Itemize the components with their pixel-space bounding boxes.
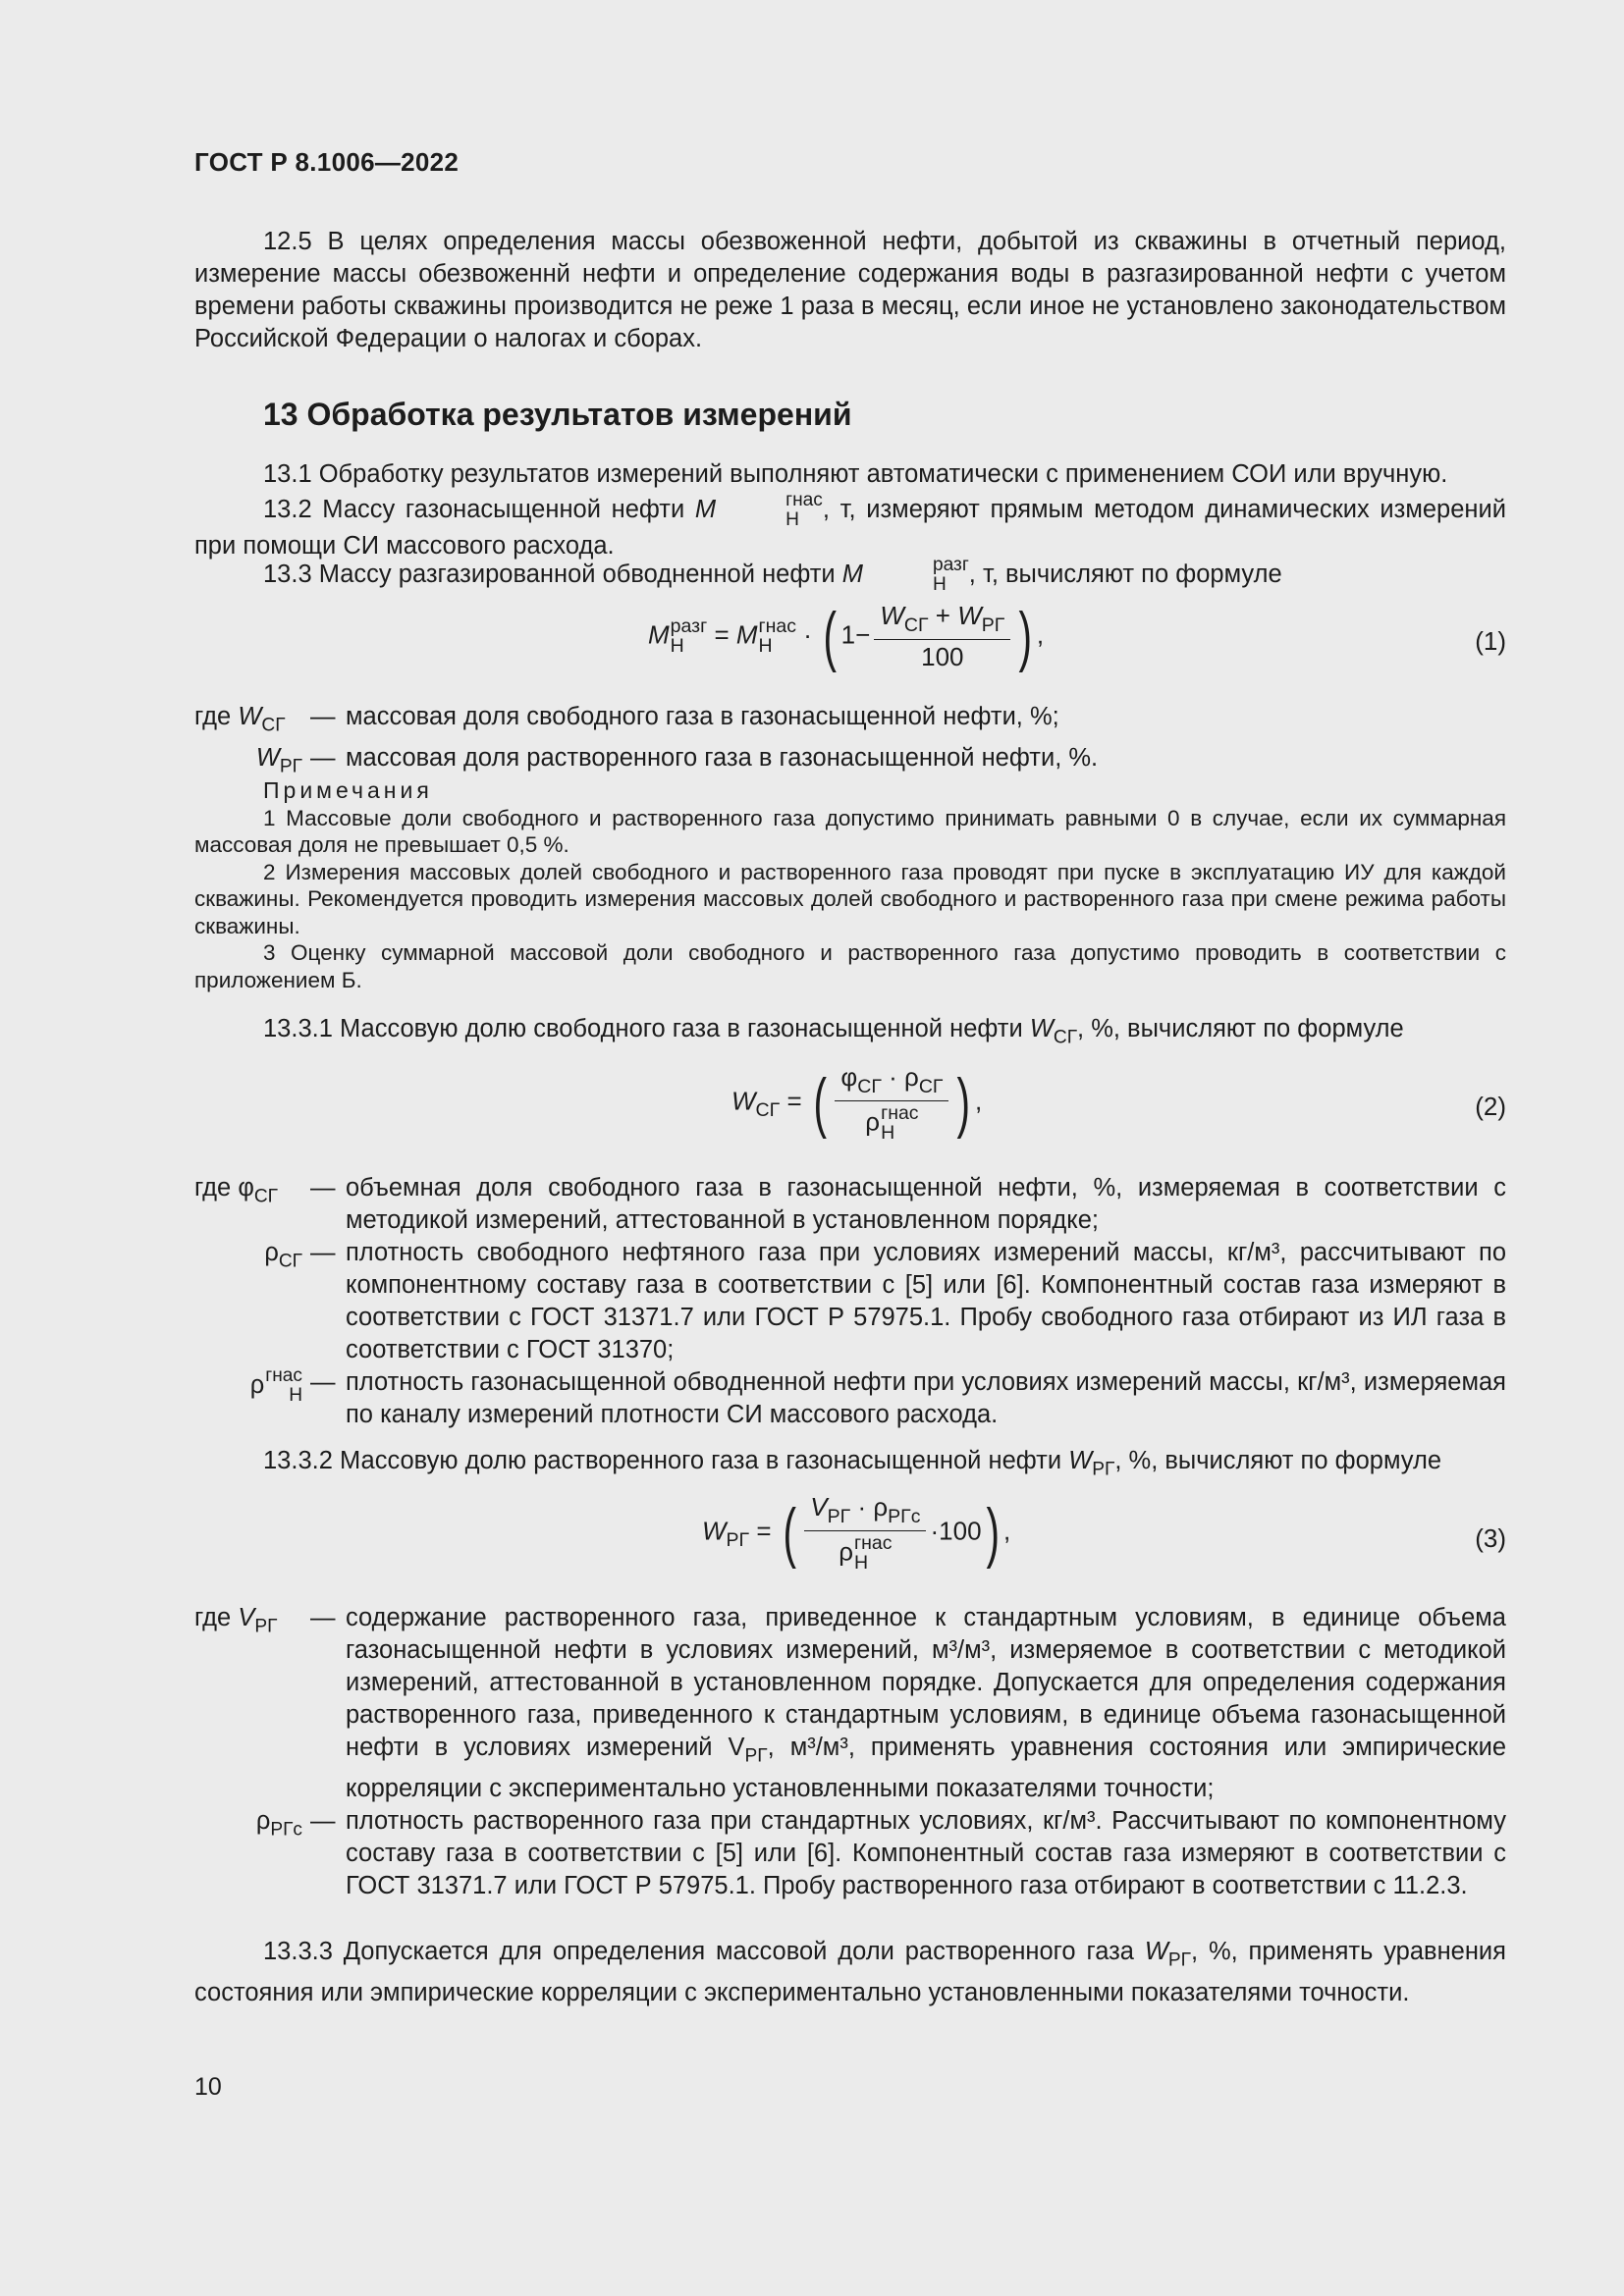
definition-symbol <box>194 1602 310 1643</box>
fraction <box>835 1062 948 1144</box>
formula-indices <box>854 1533 892 1574</box>
subscript: РГ <box>744 1745 768 1767</box>
formula-symbol: φ <box>238 1174 254 1201</box>
formula-indices <box>671 616 708 657</box>
definition-dash: — <box>310 743 336 772</box>
formula-comma: , <box>975 1086 983 1116</box>
formula-term: 1− <box>840 619 871 650</box>
definition-dash: — <box>310 1368 336 1396</box>
subscript: РГ <box>254 1616 278 1637</box>
subscript: Н <box>670 635 684 658</box>
subscript: СГ <box>918 1075 944 1097</box>
symbol-indices <box>864 556 969 595</box>
left-paren: ( <box>783 1495 796 1570</box>
formula-symbol: W <box>880 601 904 630</box>
superscript: гнас <box>854 1531 893 1554</box>
section-title: 13 Обработка результатов измерений <box>263 397 852 432</box>
formula-indices <box>881 1103 918 1144</box>
formula-term: ·100 <box>930 1516 982 1546</box>
multiply-dot: · <box>857 1492 867 1522</box>
fraction <box>804 1492 926 1574</box>
subscript: СГ <box>261 715 286 736</box>
definition-dash: — <box>310 1806 336 1835</box>
definition-text <box>340 1602 1506 1805</box>
formula-symbol: W <box>255 743 280 772</box>
where-word: где <box>194 1604 239 1631</box>
denominator <box>865 1101 918 1144</box>
paragraph-13-3 <box>194 556 1506 595</box>
note-item: 2 Измерения массовых долей свободного и растворенного газа проводят при пуске в эксплуатацию ИУ для каждой скважины. Рекомендуется проводить измерения массовых долей свободного и растворенного газа при смене режима работы скважины. <box>194 859 1506 938</box>
subscript: Н <box>758 635 773 658</box>
definition-text: плотность растворенного газа при стандартных условиях, кг/м³. Рассчитывают по компонентному составу газа в соответствии с [5] или [6]. Компонентный состав газа измеряют в соответствии с ГОСТ 31371.7 или ГОСТ Р 57975.1. Пробу растворенного газа отбирают в соответствии с 11.2.3. <box>346 1806 1506 1899</box>
numerator <box>804 1492 926 1531</box>
definition-dash: — <box>310 1239 336 1266</box>
definitions-1 <box>194 701 1506 782</box>
right-paren: ) <box>956 1065 971 1140</box>
equals-sign: = <box>786 1086 802 1116</box>
definition-row <box>194 1805 1506 1902</box>
subscript: Н <box>933 574 947 596</box>
formula-indices <box>265 1366 302 1406</box>
subscript: РГ <box>827 1505 851 1527</box>
formula-symbol: M <box>735 619 758 650</box>
definition-dash: — <box>310 1174 336 1201</box>
text-span: , %, применять уравнения состояния или эмпирические корреляции с экспериментально установленными показателями точности. <box>194 1938 1506 2006</box>
page-number: 10 <box>194 2073 222 2101</box>
formula-symbol: W <box>1068 1447 1093 1474</box>
formula-symbol: ρ <box>839 1536 854 1567</box>
formula-symbol: W <box>957 601 982 630</box>
definition-row <box>194 1602 1506 1805</box>
definition-text: массовая доля растворенного газа в газонасыщенной нефти, %. <box>346 743 1099 772</box>
symbol-indices <box>717 491 823 530</box>
text-span: 13.3.1 Массовую долю свободного газа в газонасыщенной нефти <box>263 1015 1030 1042</box>
subscript: СГ <box>755 1099 781 1122</box>
definition-symbol <box>194 1805 310 1846</box>
formula-symbol: W <box>1144 1938 1168 1965</box>
superscript: гнас <box>785 490 823 510</box>
subscript: СГ <box>278 1251 302 1272</box>
document-code: ГОСТ Р 8.1006—2022 <box>194 147 460 177</box>
subscript: Н <box>289 1385 302 1407</box>
definitions-2 <box>194 1172 1506 1431</box>
subscript: Н <box>854 1552 869 1575</box>
formula-2 <box>731 1062 982 1144</box>
formula-1-number: (1) <box>1475 626 1506 656</box>
subscript: РГ <box>981 614 1005 636</box>
subscript: СГ <box>253 1186 279 1207</box>
formula-comma: , <box>1003 1516 1011 1546</box>
notes-heading: Примечания <box>263 777 433 803</box>
formula-symbol: M <box>648 619 670 650</box>
multiply-dot: · <box>803 619 812 650</box>
text-span: 13.3.3 Допускается для определения массовой доли растворенного газа <box>263 1938 1145 1965</box>
fraction <box>874 601 1010 672</box>
definitions-3 <box>194 1602 1506 1902</box>
formula-1 <box>648 601 1044 672</box>
text-span: 13.3.2 Массовую долю растворенного газа в газонасыщенной нефти <box>263 1447 1069 1474</box>
definition-text: плотность свободного нефтяного газа при условиях измерений массы, кг/м³, рассчитывают по компонентному составу газа в соответствии с [5] или [6]. Компонентный состав газа измеряют в соответствии с ГОСТ 31371.7 или ГОСТ Р 57975.1. Пробу свободного газа отбирают из ИЛ газа в соответствии с ГОСТ 31370; <box>346 1239 1506 1363</box>
left-paren: ( <box>823 599 838 673</box>
where-word: где <box>194 1174 239 1201</box>
paragraph-13-3-2 <box>194 1445 1506 1486</box>
paragraph-13-1: 13.1 Обработку результатов измерений выполняют автоматически с применением СОИ или вручную. <box>263 460 1448 488</box>
definition-text: плотность газонасыщенной обводненной нефти при условиях измерений массы, кг/м³, измеряемая по каналу измерений плотности СИ массового расхода. <box>346 1368 1506 1428</box>
superscript: гнас <box>881 1101 919 1124</box>
subscript: РГ <box>726 1529 750 1552</box>
numerator <box>874 601 1010 640</box>
left-paren: ( <box>813 1065 827 1140</box>
text-span: , т, измеряют прямым методом динамических измерений при помощи СИ массового расхода. <box>194 495 1506 561</box>
denominator: 100 <box>921 641 964 671</box>
subscript: Н <box>785 509 799 531</box>
superscript: гнас <box>265 1365 302 1386</box>
paragraph-13-3-1 <box>194 1013 1506 1054</box>
formula-indices <box>759 616 796 657</box>
numerator <box>835 1062 948 1101</box>
definition-row <box>194 1172 1506 1237</box>
note-item: 3 Оценку суммарной массовой доли свободного и растворенного газа допустимо проводить в соответствии с приложением Б. <box>194 940 1506 992</box>
multiply-dot: · <box>889 1062 897 1092</box>
paragraph-13-3-3 <box>194 1936 1506 2009</box>
subscript: РГ <box>279 756 302 777</box>
subscript: РГс <box>888 1505 921 1527</box>
subscript: СГ <box>857 1075 882 1097</box>
formula-symbol: V <box>238 1604 255 1631</box>
formula-symbol: ρ <box>264 1239 279 1266</box>
where-word: где <box>194 703 239 730</box>
definition-symbol <box>194 1237 310 1278</box>
definition-text: объемная доля свободного газа в газонасыщенной нефти, %, измеряемая в соответствии с методикой измерений, аттестованной в установленном порядке; <box>346 1174 1506 1234</box>
definition-symbol <box>194 1172 310 1213</box>
formula-symbol: W <box>702 1516 727 1546</box>
formula-symbol: V <box>810 1492 828 1522</box>
formula-3-number: (3) <box>1475 1523 1506 1553</box>
plus-sign: + <box>935 601 950 630</box>
note-item: 1 Массовые доли свободного и растворенного газа допустимо принимать равными 0 в случае, если их суммарная массовая доля не превышает 0,5 %. <box>194 805 1506 857</box>
text-span: , м³/м³, применять уравнения состояния или эмпирические корреляции с экспериментально установленными показателями точности; <box>346 1734 1507 1802</box>
superscript: разг <box>933 555 969 575</box>
text-span: содержание растворенного газа, приведенное к стандартным условиям, в единице объема газонасыщенной нефти в условиях измерений, м³/м³, измеряемое в соответствии с методикой измерений, аттестованной в установленном порядке. Допускается для определения содержания растворенного газа, приведенного к стандартным условиям, в единице объема газонасыщенной нефти в условиях измерений V <box>346 1604 1506 1761</box>
right-paren: ) <box>986 1495 1000 1570</box>
equals-sign: = <box>756 1516 772 1546</box>
superscript: гнас <box>758 614 797 637</box>
text-span: 13.2 Массу газонасыщенной нефти <box>263 495 695 523</box>
definition-symbol <box>194 701 310 742</box>
definition-row <box>194 701 1506 742</box>
definition-text: массовая доля свободного газа в газонасыщенной нефти, %; <box>346 703 1059 730</box>
subscript: РГ <box>1167 1949 1191 1971</box>
definition-row <box>194 1237 1506 1366</box>
formula-symbol: W <box>731 1086 756 1116</box>
formula-symbol: W <box>238 703 262 730</box>
text-span: , %, вычисляют по формуле <box>1114 1447 1442 1474</box>
text-span: , т, вычисляют по формуле <box>968 560 1282 588</box>
formula-3 <box>702 1492 1010 1574</box>
definition-row <box>194 1366 1506 1431</box>
equals-sign: = <box>714 619 730 650</box>
paragraph-13-2 <box>194 491 1506 562</box>
definition-symbol <box>194 1366 310 1406</box>
superscript: разг <box>670 614 708 637</box>
symbol-m: M <box>694 495 717 523</box>
formula-2-number: (2) <box>1475 1092 1506 1121</box>
formula-symbol: ρ <box>904 1062 919 1092</box>
formula-symbol: ρ <box>255 1806 271 1835</box>
denominator <box>839 1531 892 1574</box>
definition-dash: — <box>310 703 336 730</box>
subscript: Н <box>881 1122 895 1145</box>
subscript: СГ <box>1053 1027 1078 1048</box>
formula-symbol: ρ <box>865 1106 881 1137</box>
formula-symbol: ρ <box>249 1370 265 1399</box>
formula-symbol: φ <box>840 1062 858 1092</box>
right-paren: ) <box>1018 599 1033 673</box>
formula-symbol: ρ <box>873 1492 889 1522</box>
symbol-m: M <box>841 560 864 588</box>
formula-comma: , <box>1036 619 1045 650</box>
paragraph-12-5: 12.5 В целях определения массы обезвоженной нефти, добытой из скважины в отчетный период, измерение массы обезвоженнй нефти и определение содержания воды в разгазированной нефти с учетом времени работы скважины производится не реже 1 раза в месяц, если иное не установлено законодательством Российской Федерации о налогах и сборах. <box>194 228 1506 352</box>
notes-block <box>194 777 1506 993</box>
text-span: , %, вычисляют по формуле <box>1077 1015 1404 1042</box>
subscript: РГс <box>270 1819 302 1841</box>
text-span: 13.3 Массу разгазированной обводненной нефти <box>263 560 842 588</box>
subscript: СГ <box>903 614 929 636</box>
definition-dash: — <box>310 1604 336 1631</box>
subscript: РГ <box>1092 1459 1115 1480</box>
formula-symbol: W <box>1029 1015 1054 1042</box>
